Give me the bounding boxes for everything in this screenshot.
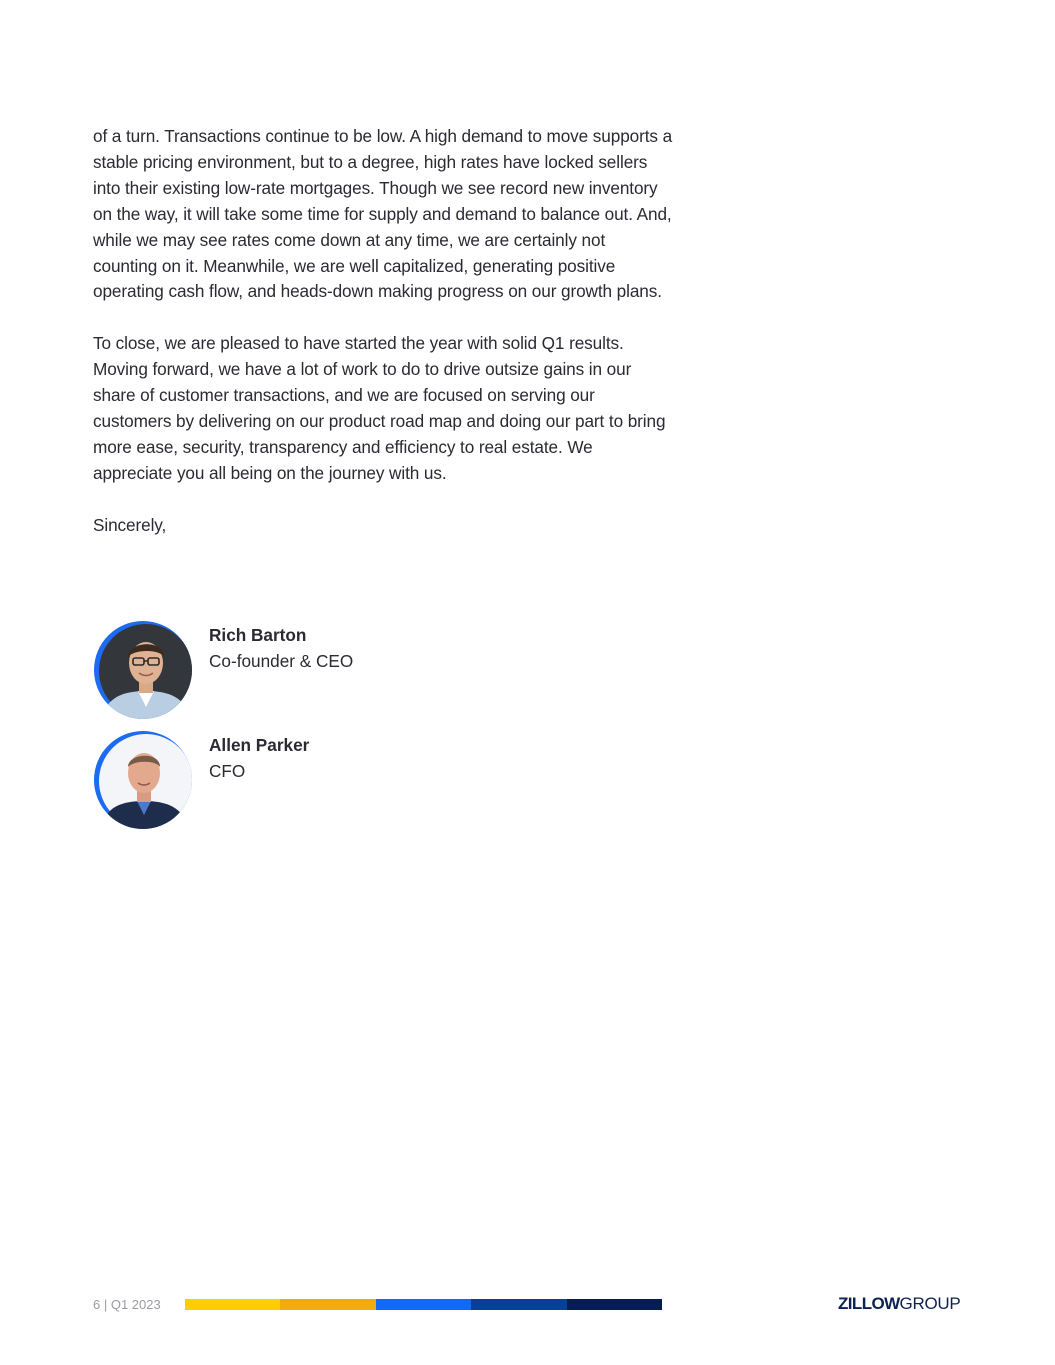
- avatar-photo: [94, 731, 192, 829]
- signatory-title: Co-founder & CEO: [209, 651, 354, 671]
- zillow-group-logo: [838, 1294, 960, 1314]
- signature-block-cfo: [93, 730, 493, 830]
- color-bar-segment-navy: [567, 1299, 662, 1310]
- signature-block-ceo: [93, 620, 493, 720]
- page-number-label: 6 | Q1 2023: [93, 1297, 161, 1312]
- color-bar-segment-orange: [280, 1299, 375, 1310]
- logo-text-light: GROUP: [899, 1294, 961, 1313]
- logo-text-bold: ZILLOW: [838, 1294, 900, 1313]
- avatar-photo: [94, 621, 192, 719]
- color-bar-segment-blue: [376, 1299, 471, 1310]
- signatory-title: CFO: [209, 761, 246, 781]
- letter-paragraph: To close, we are pleased to have started the year with solid Q1 results. Moving forward, we have a lot of work to do to drive outsize gains in our share of customer transactions, and we are focused on serving our customers by delivering on our product road map and doing our part to bring more ease, security, transparency and efficiency to real estate. We appreciate you all being on the journey with us.: [93, 333, 666, 483]
- letter-body: [93, 124, 673, 564]
- letter-paragraph: of a turn. Transactions continue to be low. A high demand to move supports a stable pricing environment, but to a degree, high rates have locked sellers into their existing low-rate mortgages. Though we see record new inventory on the way, it will take some time for supply and demand to balance out. And, while we may see rates come down at any time, we are certainly not counting on it. Meanwhile, we are well capitalized, generating positive operating cash flow, and heads-down making progress on our growth plans.: [93, 126, 673, 302]
- color-bar-segment-darkblue: [471, 1299, 566, 1310]
- color-bar-segment-yellow: [185, 1299, 280, 1310]
- signatory-name: Rich Barton: [209, 625, 307, 645]
- signatory-name: Allen Parker: [209, 735, 310, 755]
- footer-color-bar: [185, 1299, 662, 1310]
- letter-closing: Sincerely,: [93, 514, 167, 535]
